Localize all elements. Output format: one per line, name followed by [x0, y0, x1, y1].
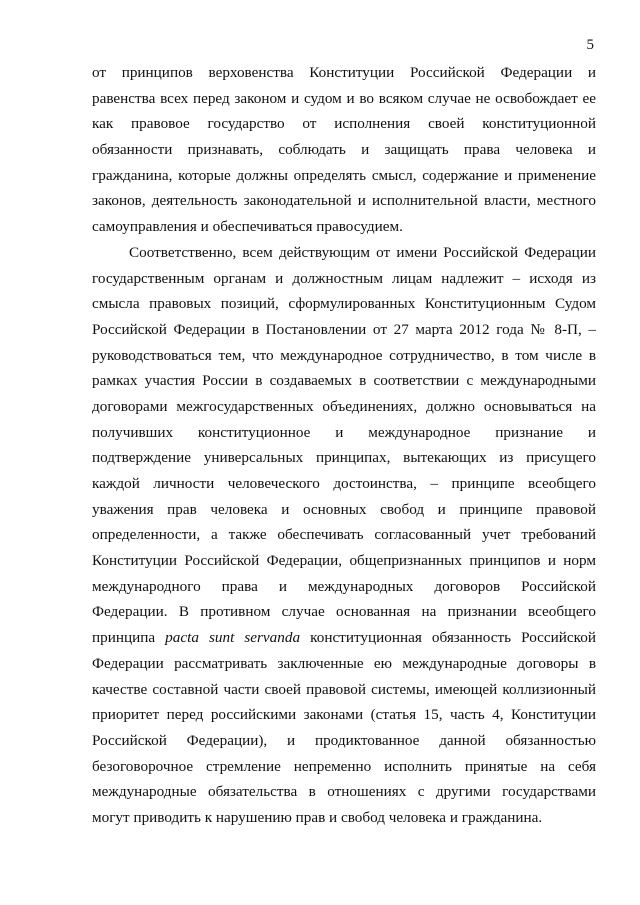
- text-line: международные обязательства в отношениях с другими государствами: [92, 783, 596, 801]
- text-line: Федерации рассматривать заключенные ею международные договоры в: [92, 654, 596, 672]
- text-line: законов, деятельность законодательной и исполнительной власти, местного: [92, 192, 596, 210]
- text-line: от принципов верховенства Конституции Российской Федерации и: [92, 64, 596, 81]
- text-line: как правовое государство от исполнения своей конституционной: [92, 115, 596, 133]
- text-line: каждой личности человеческого достоинства, – принципе всеобщего: [92, 475, 596, 492]
- text-line: Российской Федерации в Постановлении от 27 марта 2012 года № 8-П, –: [92, 320, 596, 338]
- text-fragment: конституционная обязанность Российской: [300, 629, 596, 647]
- text-line: Федерации. В противном случае основанная на признании всеобщего: [92, 603, 596, 621]
- text-line: рамках участия России в создаваемых в соответствии с международными: [92, 372, 596, 390]
- text-line: гражданина, которые должны определять смысл, содержание и применение: [92, 166, 596, 184]
- text-line: руководствоваться тем, что международное сотрудничество, в том числе в: [92, 346, 596, 364]
- text-line: договорами межгосударственных объединениях, должно основываться на: [92, 397, 596, 415]
- text-line: Конституции Российской Федерации, общепризнанных принципов и норм: [92, 552, 596, 570]
- text-line: обязанности признавать, соблюдать и защищать права человека и: [92, 141, 596, 159]
- paragraph-first-line: Соответственно, всем действующим от имени Российской Федерации: [129, 243, 596, 261]
- text-line: могут приводить к нарушению прав и свобод человека и гражданина.: [92, 808, 543, 826]
- latin-phrase: pacta sunt servanda: [165, 629, 301, 647]
- text-line: получивших конституционное и международное признание и: [92, 423, 596, 441]
- text-line: приоритет перед российскими законами (статья 15, часть 4, Конституции: [92, 706, 596, 724]
- text-line-with-latin: [92, 625, 596, 651]
- text-line: подтверждение универсальных принципах, вытекающих из присущего: [92, 449, 596, 467]
- text-line: государственным органам и должностным лицам надлежит – исходя из: [92, 269, 596, 287]
- text-line: Российской Федерации), и продиктованное данной обязанностью: [92, 731, 596, 749]
- text-line: безоговорочное стремление непременно исполнить принятые на себя: [92, 757, 596, 775]
- text-line: смысла правовых позиций, сформулированных Конституционным Судом: [92, 295, 596, 313]
- page-number: 5: [586, 37, 594, 53]
- text-line: уважения прав человека и основных свобод и принципе правовой: [92, 500, 596, 518]
- text-line: самоуправления и обеспечиваться правосудием.: [92, 218, 403, 236]
- text-line: международного права и международных договоров Российской: [92, 577, 596, 595]
- text-fragment: принципа: [92, 629, 166, 647]
- text-line: качестве составной части своей правовой системы, имеющей коллизионный: [92, 680, 596, 698]
- text-line: равенства всех перед законом и судом и во всяком случае не освобождает ее: [92, 89, 596, 107]
- text-line: определенности, а также обеспечивать согласованный учет требований: [92, 526, 596, 544]
- body-text: [92, 60, 596, 831]
